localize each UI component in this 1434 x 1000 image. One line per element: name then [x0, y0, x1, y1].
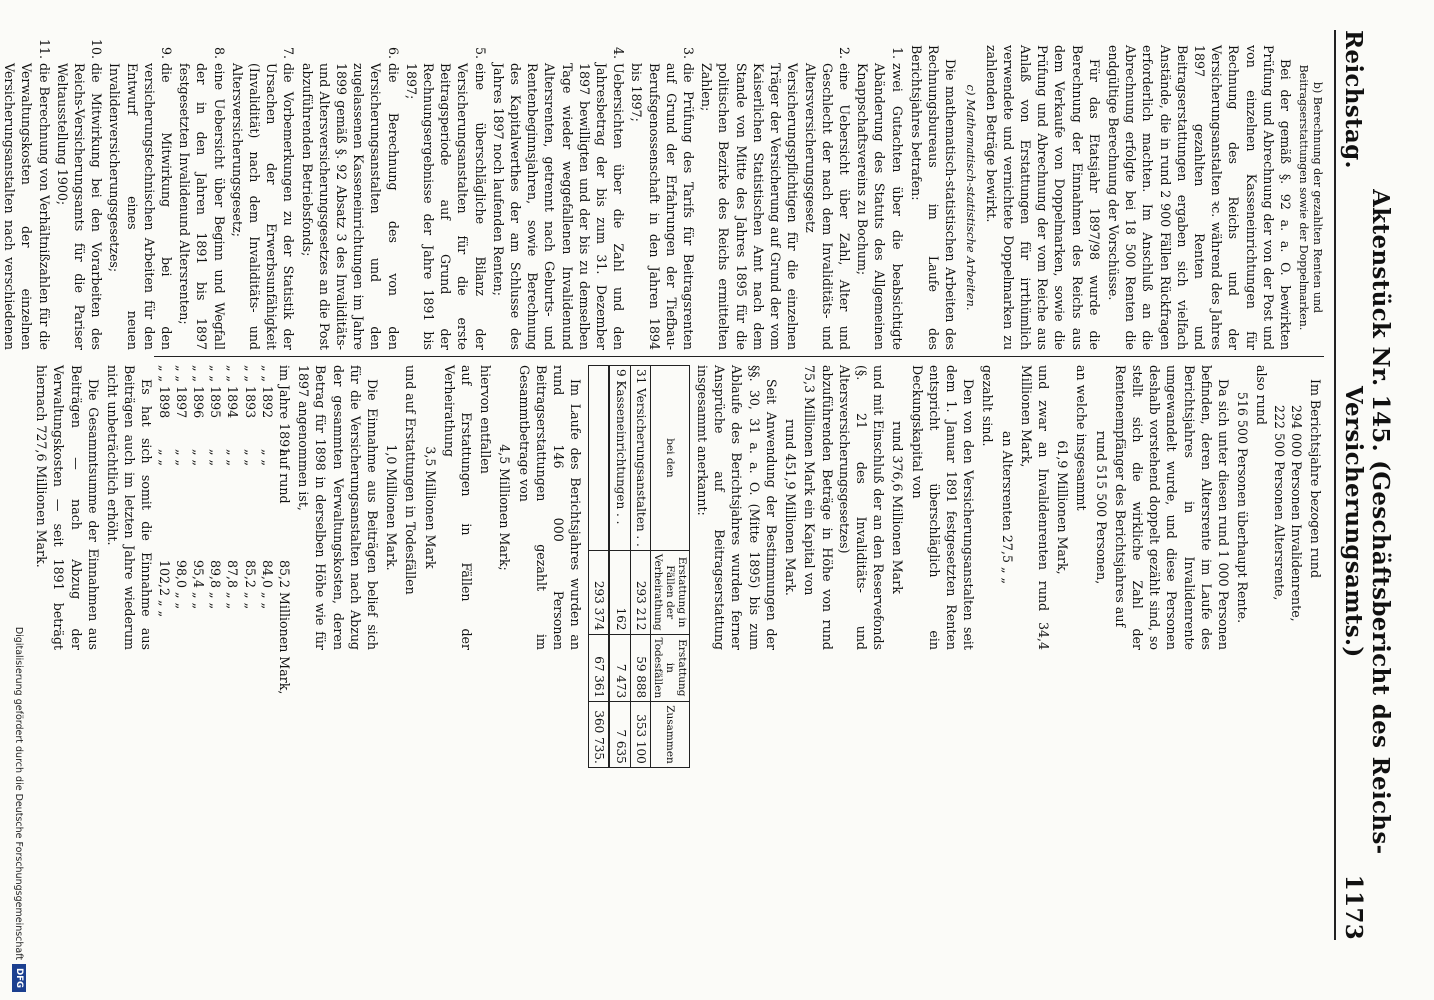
- paragraph: Im Berichtsjahre bezogen rund: [1308, 379, 1323, 579]
- year-label: „ „ 1892: [259, 365, 275, 419]
- year-value: 87,8 „ „: [225, 560, 241, 610]
- year-label: im Jahre 1891: [277, 365, 293, 456]
- year-mid: „ „: [208, 449, 224, 467]
- value-line: 516 500 Personen überhaupt Rente.: [1235, 391, 1251, 624]
- header-title: Aktenstück Nr. 145. (Geschäftsbericht des Reichs-Versicherungsamts.): [1340, 189, 1394, 855]
- work-items-list: [0, 45, 906, 350]
- list-item: 8. eine Uebersicht über Beginn und Wegfall der in den Jahren 1891 bis 1897 festgesetzten Invalidenund Altersrenten;: [176, 63, 228, 350]
- list-item: 4. Uebersichten über die Zahl und den Jahresbetrag der bis zum 31. Dezember 1897 bewilligten und der bis zu demselben Tage wieder weggefallenen Invalidenund Altersrenten, getrennt nach Geburts- und Rentenbeginnsjahren, sowie Berechnung des Kapitalwerthes der am Schlusse des Jahres 1897 noch laufenden Renten;: [490, 63, 628, 350]
- year-label: „ „ 1893: [242, 365, 258, 419]
- page-number: 1173: [1340, 874, 1367, 940]
- header-left: Reichstag.: [1340, 30, 1367, 169]
- section-b-heading: b) Berechnung der gezahlten Renten und Beitragserstattungen sowie der Doppelmarken.: [1297, 64, 1324, 331]
- year-label: „ „ 1897: [173, 365, 189, 419]
- value-line: 294 000 Personen Invalidenrente,: [1288, 405, 1304, 622]
- table-cell: 293 212: [630, 550, 650, 634]
- credit-text: Digitalisierung gefördert durch die Deutsche Forschungsgemeinschaft: [13, 626, 25, 961]
- year-value: 85,2 Millionen Mark,: [277, 560, 293, 695]
- list-item: 5. eine überschlägliche Bilanz der Versicherungsanstalten für die erste Beitragsperiode auf Grund der Rechnungsergebnisse der Jahre 1891 bis 1897;: [403, 63, 489, 350]
- table-cell: 353 100: [630, 702, 650, 768]
- list-item: 9. die Mitwirkung bei den versicherungstechnischen Arbeiten für den Entwurf eines neuen Invalidenversicherungsgesetzes;: [106, 63, 175, 350]
- year-value: 84,0 „ „: [259, 560, 275, 610]
- list-item: 11. die Berechnung von Verhältnißzahlen für die Verwaltungskosten der einzelnen Versicherungsanstalten nach verschiedenen: [0, 63, 53, 350]
- table-cell: 9 Kasseneinrichtungen . .: [609, 366, 630, 551]
- paragraph: Im Laufe des Berichtsjahres wurden an rund 146 000 Personen Beitragserstattungen gezahlt im Gesammtbetrage von: [516, 365, 584, 650]
- list-item: 6. die Berechnung des von den Versicherungsanstalten und den zugelassenen Kasseneinrichtungen im Jahre 1899 gemäß §. 92 Absatz 3 des Invaliditäts- und Altersversicherungsgesetzes an die Post abzuführenden Betriebsfonds;: [298, 63, 401, 350]
- year-mid: „ „: [191, 449, 207, 467]
- year-mid: „ „: [259, 449, 275, 467]
- table-total-row: [589, 366, 610, 768]
- table-row: [630, 366, 650, 768]
- value-line: 61,9 Millionen Mark,: [1055, 440, 1071, 575]
- paragraph: Seit Anwendung der Bestimmungen der §§. 30, 31 a. a. O. (Mitte 1895) bis zum Ablaufe des Berichtsjahres wurden ferner Ansprüche auf Beitragserstattung insgesammt anerkannt:: [695, 365, 779, 650]
- paragraph: an welche insgesammt: [1074, 365, 1090, 511]
- table-header: Zusammen: [650, 702, 689, 768]
- paragraph: Für das Etatsjahr 1897/98 wurde die Berechnung der Einnahmen des Reichs aus dem Verkaufe von Doppelmarken, sowie die Prüfung und Abrechnung der vom Reiche aus Anlaß von Erstattungen für irrthümlich verwendete und vernichtete Doppelmarken zu zahlenden Beträge bewirkt.: [983, 45, 1102, 350]
- year-label: „ „ 1896: [191, 365, 207, 419]
- paragraph: Den von den Versicherungsanstalten seit dem 1. Januar 1891 festgesetzten Renten entspricht überschläglich ein Deckungskapital von: [909, 365, 977, 650]
- list-item: 1. zwei Gutachten über die beabsichtigte Abänderung des Statuts des Allgemeinen Knappschaftsvereins zu Bochum;: [854, 63, 906, 350]
- table-cell: 7 473: [609, 634, 630, 702]
- section-c-heading: c) Mathematisch-statistische Arbeiten.: [964, 84, 979, 311]
- year-label: „ „ 1895: [208, 365, 224, 419]
- list-item: 2. eine Uebersicht über Zahl, Alter und Geschlecht der nach dem Invaliditäts- und Altersversicherungsgesetz Versicherungspflichtigen für die einzelnen Träger der Versicherung auf Grund der vom Kaiserlichen Statistischen Amt nach dem Stande von Mitte des Jahres 1895 für die politischen Bezirke des Reichs ermittelten Zahlen;: [698, 63, 853, 350]
- year-mid: „ „: [173, 449, 189, 467]
- paragraph: und mit Einschluß der an den Reservefonds (§. 21 des Invaliditäts- und Altersversicherungsgesetzes) abzuführenden Beträge in Höhe von rund 75,3 Millionen Mark ein Kapital von: [802, 365, 887, 650]
- yearly-income-list: [155, 365, 293, 695]
- digitization-credit: [8, 0, 30, 1000]
- year-value: 102,2 „ „: [156, 560, 172, 618]
- paragraph: hiervon entfallen: [478, 365, 494, 474]
- left-column: [2, 45, 1324, 350]
- table-cell: 360 735.: [589, 702, 610, 768]
- paragraph: und auf Erstattungen in Todesfällen: [403, 365, 419, 595]
- table-cell: 31 Versicherungsanstalten . .: [630, 366, 650, 551]
- paragraph: also rund: [1254, 365, 1270, 425]
- table-header: Erstattung in Todesfällen: [650, 634, 689, 702]
- page-header: [1340, 30, 1394, 940]
- value-line: 222 500 Personen Altersrente,: [1271, 405, 1287, 601]
- value-lines: [1270, 405, 1304, 650]
- paragraph: Da sich unter diesen rund 1 000 Personen befinden, deren Altersrente im Laufe des Berichtsjahres in Invalidenrente umgewandelt wurde, und diese Personen deshalb vorstehend doppelt gezählt sind, so stellt sich die wirkliche Zahl der Rentenempfänger des Berichtsjahres auf: [1112, 365, 1231, 650]
- paragraph: gezahlt sind.: [980, 365, 996, 447]
- paragraph: Es hat sich somit die Einnahme aus Beiträgen auch im letzten Jahre wiederum nicht unbeträchtlich erhöht.: [105, 365, 155, 650]
- year-mid: „ „: [242, 449, 258, 467]
- table-cell: 162: [609, 550, 630, 634]
- table-cell: 293 374: [589, 550, 610, 634]
- table-row: [609, 366, 630, 768]
- year-label: „ „ 1894: [225, 365, 241, 419]
- paragraph: Die Gesammtsumme der Einnahmen aus Beiträgen — nach Abzug der Verwaltungskosten — seit 1891 beträgt hiernach 727,6 Millionen Mark.: [34, 365, 101, 650]
- year-value: 95,4 „ „: [191, 560, 207, 610]
- table-cell: 67 361: [589, 634, 610, 702]
- value-line: rund 515 500 Personen,: [1093, 430, 1109, 585]
- list-item: 10. die Mitwirkung bei den Vorarbeiten des Reichs-Versicherungsamts für die Pariser Weltausstellung 1900;: [54, 63, 106, 350]
- value-line: 4,5 Millionen Mark;: [497, 444, 513, 571]
- year-mid: „ „: [225, 449, 241, 467]
- list-item: 7. die Vorbemerkungen zu der Statistik der Ursachen der Erwerbsunfähigkeit (Invalidität) nach dem Invaliditäts- und Altersversicherungsgesetz;: [229, 63, 298, 350]
- dfg-logo: DFG: [12, 964, 26, 992]
- year-value: 85,2 „ „: [242, 560, 258, 610]
- paragraph: und zwar an Invalidenrenten rund 34,4 Millionen Mark,: [1018, 365, 1051, 650]
- value-line: rund 451,9 Millionen Mark.: [783, 419, 799, 596]
- paragraph: auf Erstattungen in Fällen der Verheirathung: [441, 365, 475, 650]
- year-mid: „ „: [156, 449, 172, 467]
- header-rule: [1334, 30, 1336, 940]
- table-header: bei den: [650, 366, 689, 551]
- right-column: [34, 365, 1324, 764]
- column-rule: [154, 356, 1324, 357]
- list-item: 3. die Prüfung des Tarifs für Beitragsrenten auf Grund der Erfahrungen der Tiefbau-Berufsgenossenschaft in den Jahren 1894 bis 1897;: [628, 63, 697, 350]
- refund-claims-table: [588, 365, 690, 768]
- table-cell: [589, 366, 610, 551]
- table-header: Erstattung in Fällen der Verheirathung: [650, 550, 689, 634]
- value-line: 3,5 Millionen Mark: [422, 446, 438, 569]
- value-line: an Altersrenten 27,5 „ „: [999, 430, 1015, 585]
- year-value: 98,0 „ „: [173, 560, 189, 610]
- value-line: rund 376,6 Millionen Mark: [890, 421, 906, 594]
- paragraph: Bei der gemäß §. 92 a. a. O. bewirkten Prüfung und Abrechnung der von der Post und von einzelnen Kasseneinrichtungen für Rechnung des Reichs und der Versicherungsanstalten ꝛc. während des Jahres 1897 gezahlten Renten und Beitragserstattungen ergaben sich vielfach Anstände, die in rund 2 900 Fällen Rückfragen erforderlich machten. Im Anschluß an die Abrechnung erfolgte bei 18 500 Renten die endgültige Berechnung der Vorschüsse.: [1105, 45, 1293, 350]
- paragraph: Die mathematisch-statistischen Arbeiten des Rechnungsbureaus im Laufe des Berichtsjahres betrafen:: [908, 45, 959, 350]
- value-line: 1,0 Millionen Mark.: [384, 444, 400, 571]
- table-cell: 7 635: [609, 702, 630, 768]
- table-cell: 59 888: [630, 634, 650, 702]
- year-mid: auf rund: [277, 449, 293, 504]
- year-label: „ „ 1898: [156, 365, 172, 419]
- year-value: 89,8 „ „: [208, 560, 224, 610]
- paragraph: Die Einnahme aus Beiträgen belief sich für die Versicherungsanstalten nach Abzug der gesammten Verwaltungskosten, deren Betrag für 1898 in derselben Höhe wie für 1897 angenommen ist,: [296, 365, 381, 650]
